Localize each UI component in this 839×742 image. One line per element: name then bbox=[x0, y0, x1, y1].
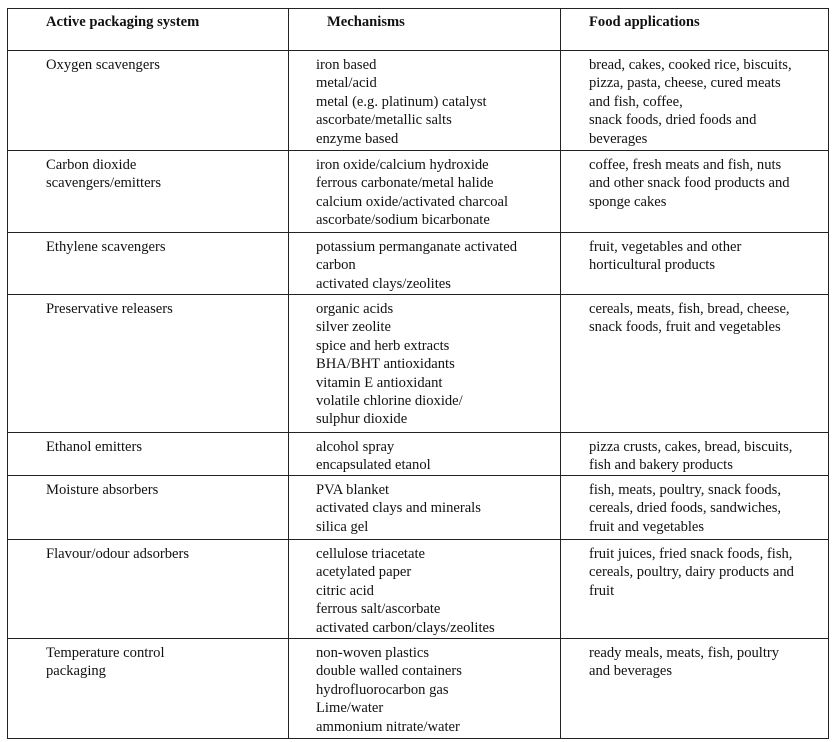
applications-line: pizza, pasta, cheese, cured meats bbox=[589, 75, 781, 92]
applications-line: and beverages bbox=[589, 663, 673, 680]
mechanisms-line: alcohol spray bbox=[316, 439, 395, 455]
applications-line: fruit and vegetables bbox=[589, 518, 705, 535]
mechanisms-line: volatile chlorine dioxide/ bbox=[316, 393, 463, 410]
header-row bbox=[8, 9, 829, 51]
mechanisms-line: ammonium nitrate/water bbox=[316, 718, 460, 735]
mechanisms-line: metal/acid bbox=[316, 75, 377, 92]
mechanisms-line: PVA blanket bbox=[316, 482, 390, 498]
table-row bbox=[8, 295, 829, 433]
mechanisms-cell bbox=[289, 295, 561, 433]
mechanisms-line: non-woven plastics bbox=[316, 645, 430, 661]
applications-cell bbox=[561, 433, 829, 476]
mechanisms-line: activated carbon/clays/zeolites bbox=[316, 619, 495, 636]
mechanisms-line: potassium permanganate activated bbox=[316, 239, 517, 255]
applications-cell bbox=[561, 476, 829, 540]
mechanisms-line: activated clays/zeolites bbox=[316, 275, 451, 292]
system-cell bbox=[8, 433, 289, 476]
table-row bbox=[8, 151, 829, 233]
mechanisms-line: sulphur dioxide bbox=[316, 411, 408, 428]
system-line: Preservative releasers bbox=[46, 301, 173, 317]
system-line: Ethylene scavengers bbox=[46, 239, 166, 255]
mechanisms-line: double walled containers bbox=[316, 663, 462, 680]
system-line: Oxygen scavengers bbox=[46, 57, 160, 73]
mechanisms-line: enzyme based bbox=[316, 130, 399, 147]
applications-line: cereals, meats, fish, bread, cheese, bbox=[589, 301, 790, 317]
mechanisms-cell bbox=[289, 51, 561, 151]
mechanisms-cell bbox=[289, 151, 561, 233]
mechanisms-line: hydrofluorocarbon gas bbox=[316, 681, 449, 698]
header-applications: Food applications bbox=[561, 9, 829, 51]
mechanisms-cell bbox=[289, 476, 561, 540]
applications-line: horticultural products bbox=[589, 257, 716, 274]
mechanisms-line: metal (e.g. platinum) catalyst bbox=[316, 93, 487, 110]
system-cell bbox=[8, 151, 289, 233]
system-line: scavengers/emitters bbox=[46, 175, 162, 192]
table-row bbox=[8, 476, 829, 540]
applications-line: fish and bakery products bbox=[589, 457, 733, 474]
applications-cell bbox=[561, 151, 829, 233]
mechanisms-line: ascorbate/metallic salts bbox=[316, 112, 452, 129]
system-line: packaging bbox=[46, 663, 106, 680]
system-cell bbox=[8, 295, 289, 433]
mechanisms-line: Lime/water bbox=[316, 700, 384, 717]
system-line: Temperature control bbox=[46, 645, 165, 661]
mechanisms-line: citric acid bbox=[316, 582, 374, 599]
mechanisms-line: carbon bbox=[316, 257, 356, 274]
mechanisms-cell bbox=[289, 540, 561, 639]
mechanisms-line: calcium oxide/activated charcoal bbox=[316, 193, 509, 210]
header-mechanisms: Mechanisms bbox=[289, 9, 561, 51]
mechanisms-line: ferrous salt/ascorbate bbox=[316, 601, 441, 618]
mechanisms-line: BHA/BHT antioxidants bbox=[316, 356, 455, 373]
system-line: Flavour/odour adsorbers bbox=[46, 546, 190, 562]
applications-line: fish, meats, poultry, snack foods, bbox=[589, 482, 781, 498]
applications-line: snack foods, fruit and vegetables bbox=[589, 319, 781, 336]
table-row bbox=[8, 540, 829, 639]
applications-line: beverages bbox=[589, 130, 648, 147]
table-row bbox=[8, 433, 829, 476]
mechanisms-line: cellulose triacetate bbox=[316, 546, 425, 562]
mechanisms-line: encapsulated etanol bbox=[316, 457, 431, 474]
applications-cell bbox=[561, 233, 829, 295]
applications-line: snack foods, dried foods and bbox=[589, 112, 757, 129]
table-row bbox=[8, 639, 829, 739]
mechanisms-line: ferrous carbonate/metal halide bbox=[316, 175, 494, 192]
applications-line: cereals, poultry, dairy products and bbox=[589, 564, 794, 581]
system-line: Carbon dioxide bbox=[46, 157, 137, 173]
applications-line: sponge cakes bbox=[589, 193, 667, 210]
mechanisms-line: acetylated paper bbox=[316, 564, 412, 581]
system-line: Ethanol emitters bbox=[46, 439, 143, 455]
mechanisms-line: silica gel bbox=[316, 518, 369, 535]
applications-line: and other snack food products and bbox=[589, 175, 790, 192]
mechanisms-line: iron based bbox=[316, 57, 377, 73]
applications-line: ready meals, meats, fish, poultry bbox=[589, 645, 780, 661]
mechanisms-line: vitamin E antioxidant bbox=[316, 374, 443, 391]
mechanisms-line: activated clays and minerals bbox=[316, 500, 481, 517]
applications-line: fruit bbox=[589, 582, 615, 599]
mechanisms-line: organic acids bbox=[316, 301, 394, 317]
system-cell bbox=[8, 639, 289, 739]
mechanisms-cell bbox=[289, 433, 561, 476]
mechanisms-line: iron oxide/calcium hydroxide bbox=[316, 157, 489, 173]
system-cell bbox=[8, 476, 289, 540]
mechanisms-line: silver zeolite bbox=[316, 319, 391, 336]
header-system: Active packaging system bbox=[8, 9, 289, 51]
mechanisms-line: spice and herb extracts bbox=[316, 337, 450, 354]
applications-line: bread, cakes, cooked rice, biscuits, bbox=[589, 57, 792, 73]
mechanisms-cell bbox=[289, 639, 561, 739]
applications-cell bbox=[561, 639, 829, 739]
applications-line: fruit, vegetables and other bbox=[589, 239, 742, 255]
table-row bbox=[8, 233, 829, 295]
applications-cell bbox=[561, 295, 829, 433]
table-row bbox=[8, 51, 829, 151]
applications-line: fruit juices, fried snack foods, fish, bbox=[589, 546, 793, 562]
applications-cell bbox=[561, 51, 829, 151]
system-line: Moisture absorbers bbox=[46, 482, 159, 498]
mechanisms-line: ascorbate/sodium bicarbonate bbox=[316, 212, 490, 229]
applications-cell bbox=[561, 540, 829, 639]
applications-line: pizza crusts, cakes, bread, biscuits, bbox=[589, 439, 793, 455]
system-cell bbox=[8, 233, 289, 295]
applications-line: and fish, coffee, bbox=[589, 93, 683, 110]
system-cell bbox=[8, 540, 289, 639]
applications-line: coffee, fresh meats and fish, nuts bbox=[589, 157, 782, 173]
mechanisms-cell bbox=[289, 233, 561, 295]
active-packaging-table bbox=[7, 8, 829, 739]
system-cell bbox=[8, 51, 289, 151]
applications-line: cereals, dried foods, sandwiches, bbox=[589, 500, 782, 517]
